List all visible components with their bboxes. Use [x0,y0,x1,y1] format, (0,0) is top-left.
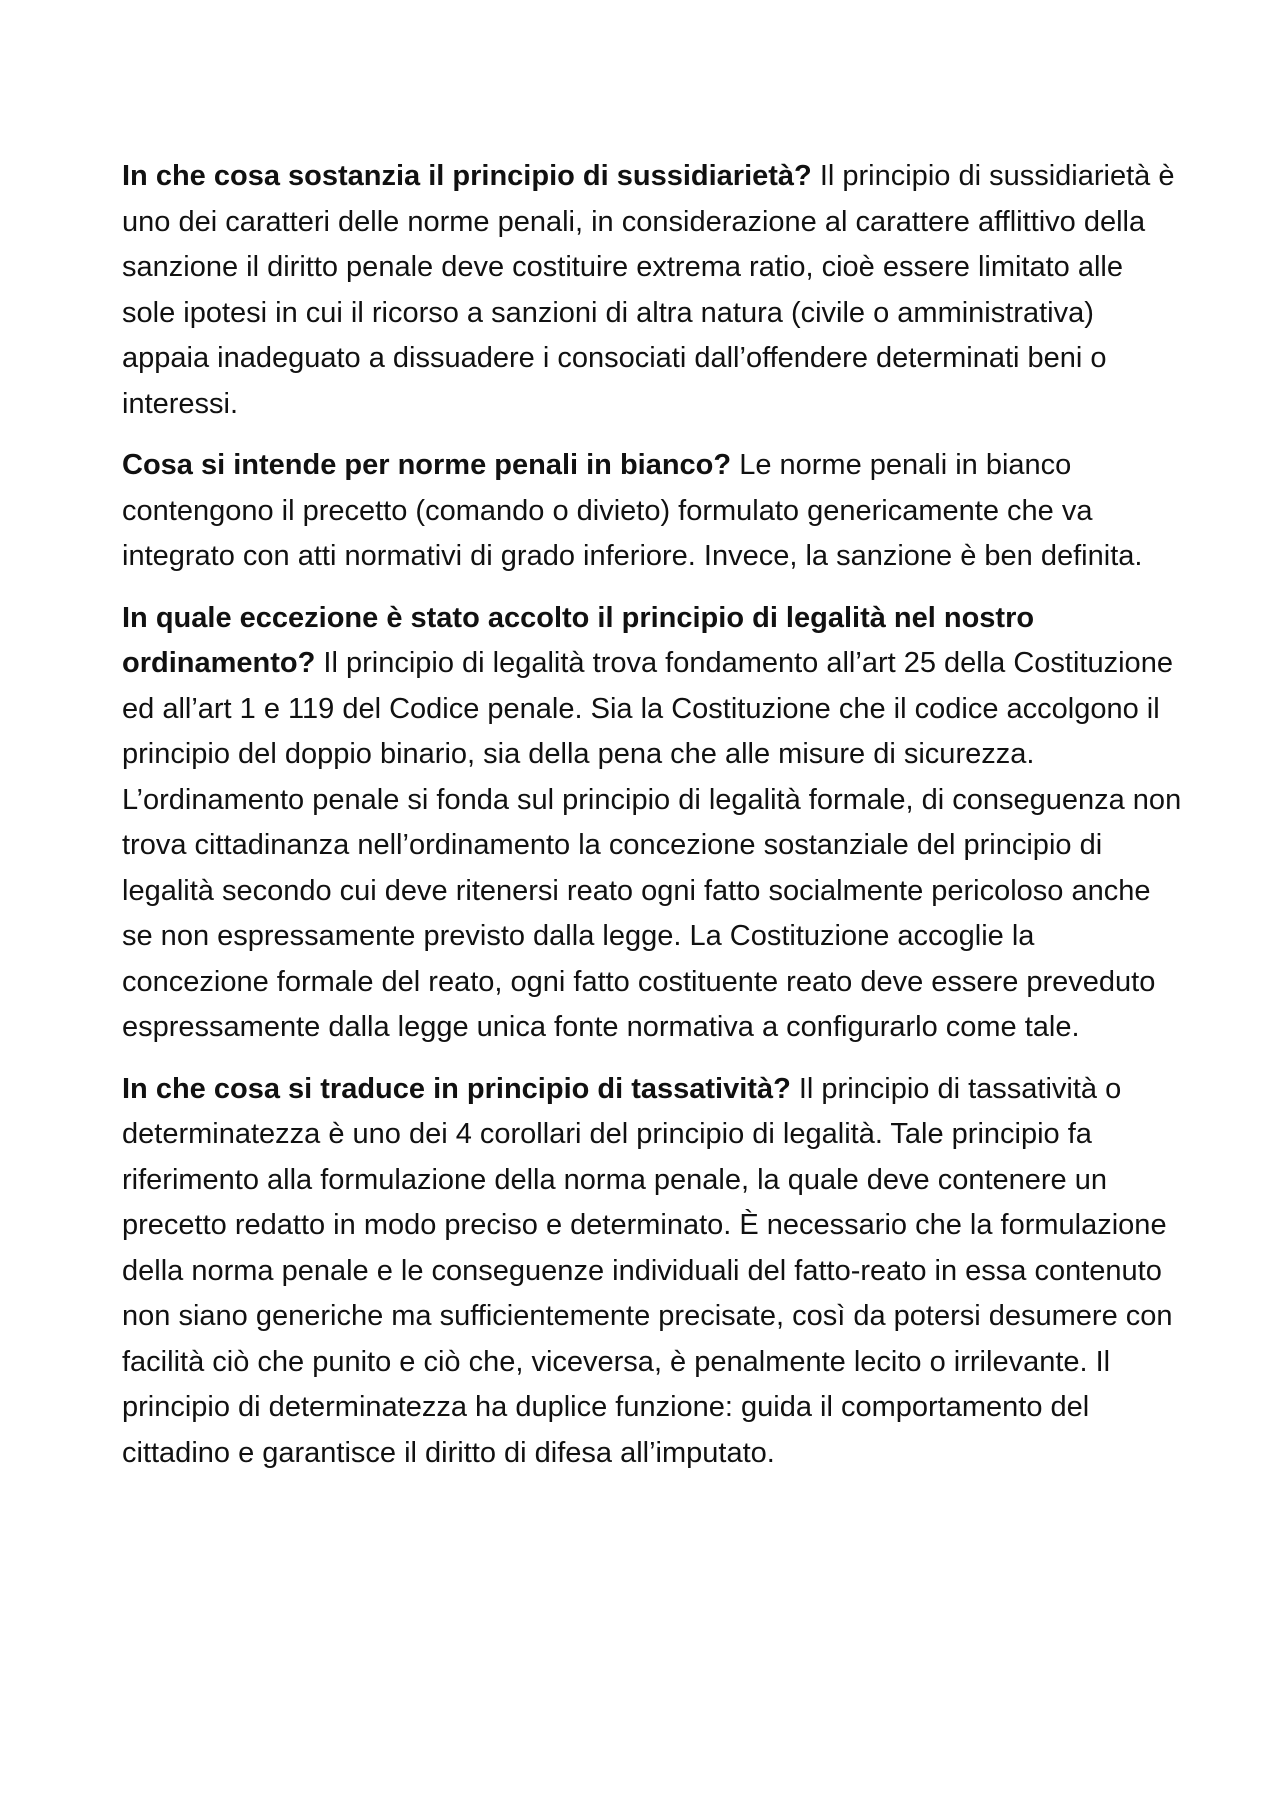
qa-paragraph-legalita [122,596,1182,1051]
question-text: In quale eccezione è stato accolto il principio di legalità nel nostro ordinamento? [122,601,1035,679]
qa-paragraph-norme-in-bianco [122,443,1182,580]
document-page [122,154,1182,1492]
answer-text: Il principio di sussidiarietà è uno dei caratteri delle norme penali, in considerazione al carattere afflittivo della sanzione il diritto penale deve costituire extrema ratio, cioè essere limitato alle sole ipotesi in cui il ricorso a sanzioni di altra natura (civile o amministrativa) appaia inadeguato a dissuadere i consociati dall’offendere determinati beni o interessi. [122,160,1175,420]
answer-text: Il principio di legalità trova fondamento all’art 25 della Costituzione ed all’art 1 e 119 del Codice penale. Sia la Costituzione che il codice accolgono il principio del doppio binario, sia della pena che alle misure di sicurezza. L’ordinamento penale si fonda sul principio di legalità formale, di conseguenza non trova cittadinanza nell’ordinamento la concezione sostanziale del principio di legalità secondo cui deve ritenersi reato ogni fatto socialmente pericoloso anche se non espressamente previsto dalla legge. La Costituzione accoglie la concezione formale del reato, ogni fatto costituente reato deve essere preveduto espressamente dalla legge unica fonte normativa a configurarlo come tale. [122,647,1182,1043]
answer-text: Le norme penali in bianco contengono il precetto (comando o divieto) formulato genericamente che va integrato con atti normativi di grado inferiore. Invece, la sanzione è ben definita. [122,449,1143,572]
answer-text: Il principio di tassatività o determinatezza è uno dei 4 corollari del principio di legalità. Tale principio fa riferimento alla formulazione della norma penale, la quale deve contenere un precetto redatto in modo preciso e determinato. È necessario che la formulazione della norma penale e le conseguenze individuali del fatto-reato in essa contenuto non siano generiche ma sufficientemente precisate, così da potersi desumere con facilità ciò che punito e ciò che, viceversa, è penalmente lecito o irrilevante. Il principio di determinatezza ha duplice funzione: guida il comportamento del cittadino e garantisce il diritto di difesa all’imputato. [122,1072,1173,1469]
question-text: In che cosa si traduce in principio di tassatività? [122,1072,791,1105]
question-text: In che cosa sostanzia il principio di sussidiarietà? [122,160,812,192]
question-text: Cosa si intende per norme penali in bianco? [122,449,732,481]
qa-paragraph-tassativita [122,1067,1182,1477]
qa-paragraph-sussidiarieta [122,154,1182,427]
